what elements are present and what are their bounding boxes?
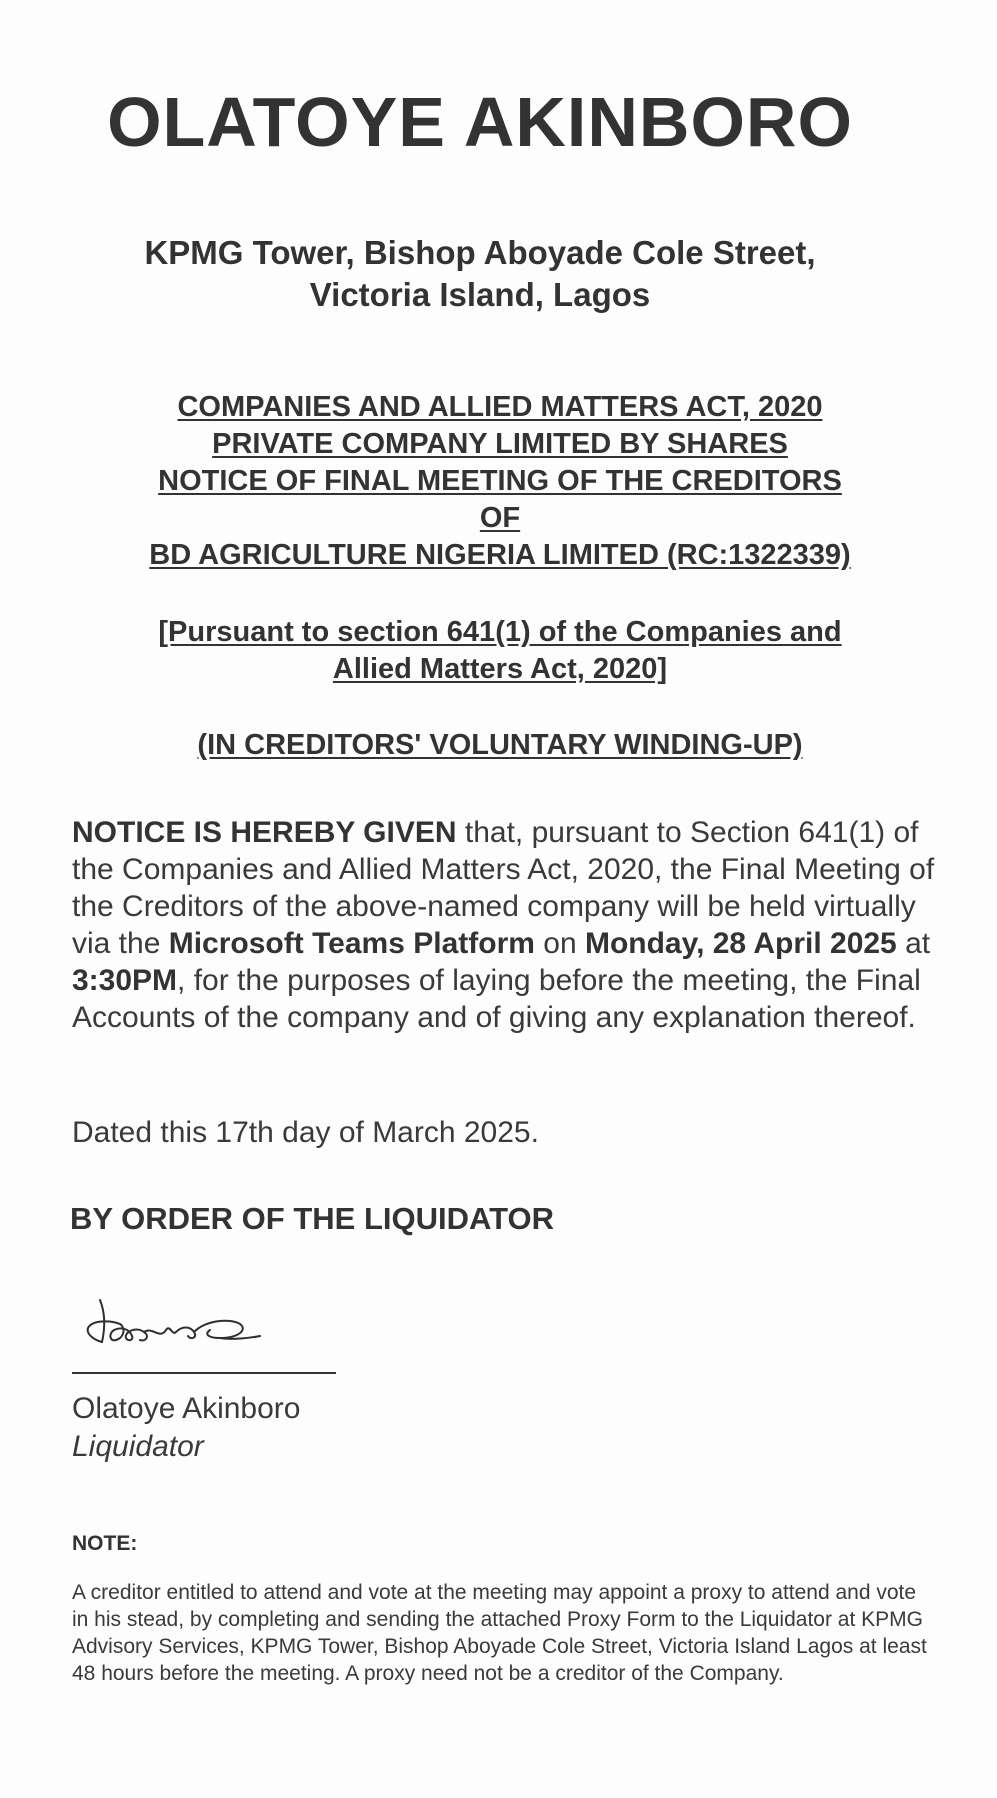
heading-of: OF bbox=[479, 502, 521, 534]
note-label: NOTE: bbox=[72, 1532, 138, 1555]
body-text-2: on bbox=[534, 927, 585, 960]
pursuant-clause bbox=[0, 614, 997, 688]
heading-notice-title: NOTICE OF FINAL MEETING OF THE CREDITORS bbox=[158, 465, 842, 497]
pursuant-line-2: Allied Matters Act, 2020] bbox=[332, 653, 668, 685]
address-line-1: KPMG Tower, Bishop Aboyade Cole Street, bbox=[144, 234, 816, 271]
heading-line bbox=[0, 500, 997, 537]
handwritten-signature-icon bbox=[80, 1290, 270, 1360]
meeting-platform: Microsoft Teams Platform bbox=[168, 927, 535, 960]
liquidator-name-header: OLATOYE AKINBORO bbox=[107, 83, 853, 161]
heading-act: COMPANIES AND ALLIED MATTERS ACT, 2020 bbox=[177, 391, 823, 423]
by-order-line: BY ORDER OF THE LIQUIDATOR bbox=[70, 1201, 554, 1236]
notice-lead: NOTICE IS HEREBY GIVEN bbox=[72, 816, 457, 849]
signer-title: Liquidator bbox=[72, 1430, 204, 1463]
heading-line bbox=[0, 389, 997, 426]
heading-line bbox=[0, 426, 997, 463]
notice-body-paragraph bbox=[72, 814, 952, 1036]
address-line-2: Victoria Island, Lagos bbox=[309, 276, 651, 313]
note-text: A creditor entitled to attend and vote at the meeting may appoint a proxy to attend and vote in his stead, by completing and sending the attached Proxy Form to the Liquidator at KPMG Advisory Services, KPMG Tower, Bishop Aboyade Cole Street, Victoria Island Lagos at least 48 hours before the meeting. A proxy need not be a creditor of the Company. bbox=[72, 1581, 927, 1685]
heading-line bbox=[0, 537, 997, 574]
body-text-3: at bbox=[896, 927, 931, 960]
meeting-time: 3:30PM bbox=[72, 964, 178, 997]
pursuant-line-1: [Pursuant to section 641(1) of the Companies and bbox=[158, 616, 842, 648]
heading-company-type: PRIVATE COMPANY LIMITED BY SHARES bbox=[212, 428, 788, 460]
signature-line bbox=[72, 1372, 336, 1374]
notice-headings bbox=[0, 389, 997, 574]
meeting-date: Monday, 28 April 2025 bbox=[584, 927, 897, 960]
address-block bbox=[0, 232, 960, 316]
signer-name: Olatoye Akinboro bbox=[72, 1392, 301, 1425]
winding-up-type bbox=[0, 727, 997, 764]
winding-up-text: (IN CREDITORS' VOLUNTARY WINDING-UP) bbox=[197, 729, 803, 761]
body-text-4: , for the purposes of laying before the meeting, the Final Accounts of the company and of giving any explanation thereof. bbox=[72, 964, 921, 1034]
heading-line bbox=[0, 463, 997, 500]
body-text-1: that, pursuant to Section 641(1) of the Companies and Allied Matters Act, 2020, the Final Meeting of the Creditors of the above-named company will be held virtually via the bbox=[72, 816, 935, 960]
dated-line: Dated this 17th day of March 2025. bbox=[72, 1116, 539, 1149]
heading-company-name: BD AGRICULTURE NIGERIA LIMITED (RC:1322339) bbox=[149, 539, 851, 571]
